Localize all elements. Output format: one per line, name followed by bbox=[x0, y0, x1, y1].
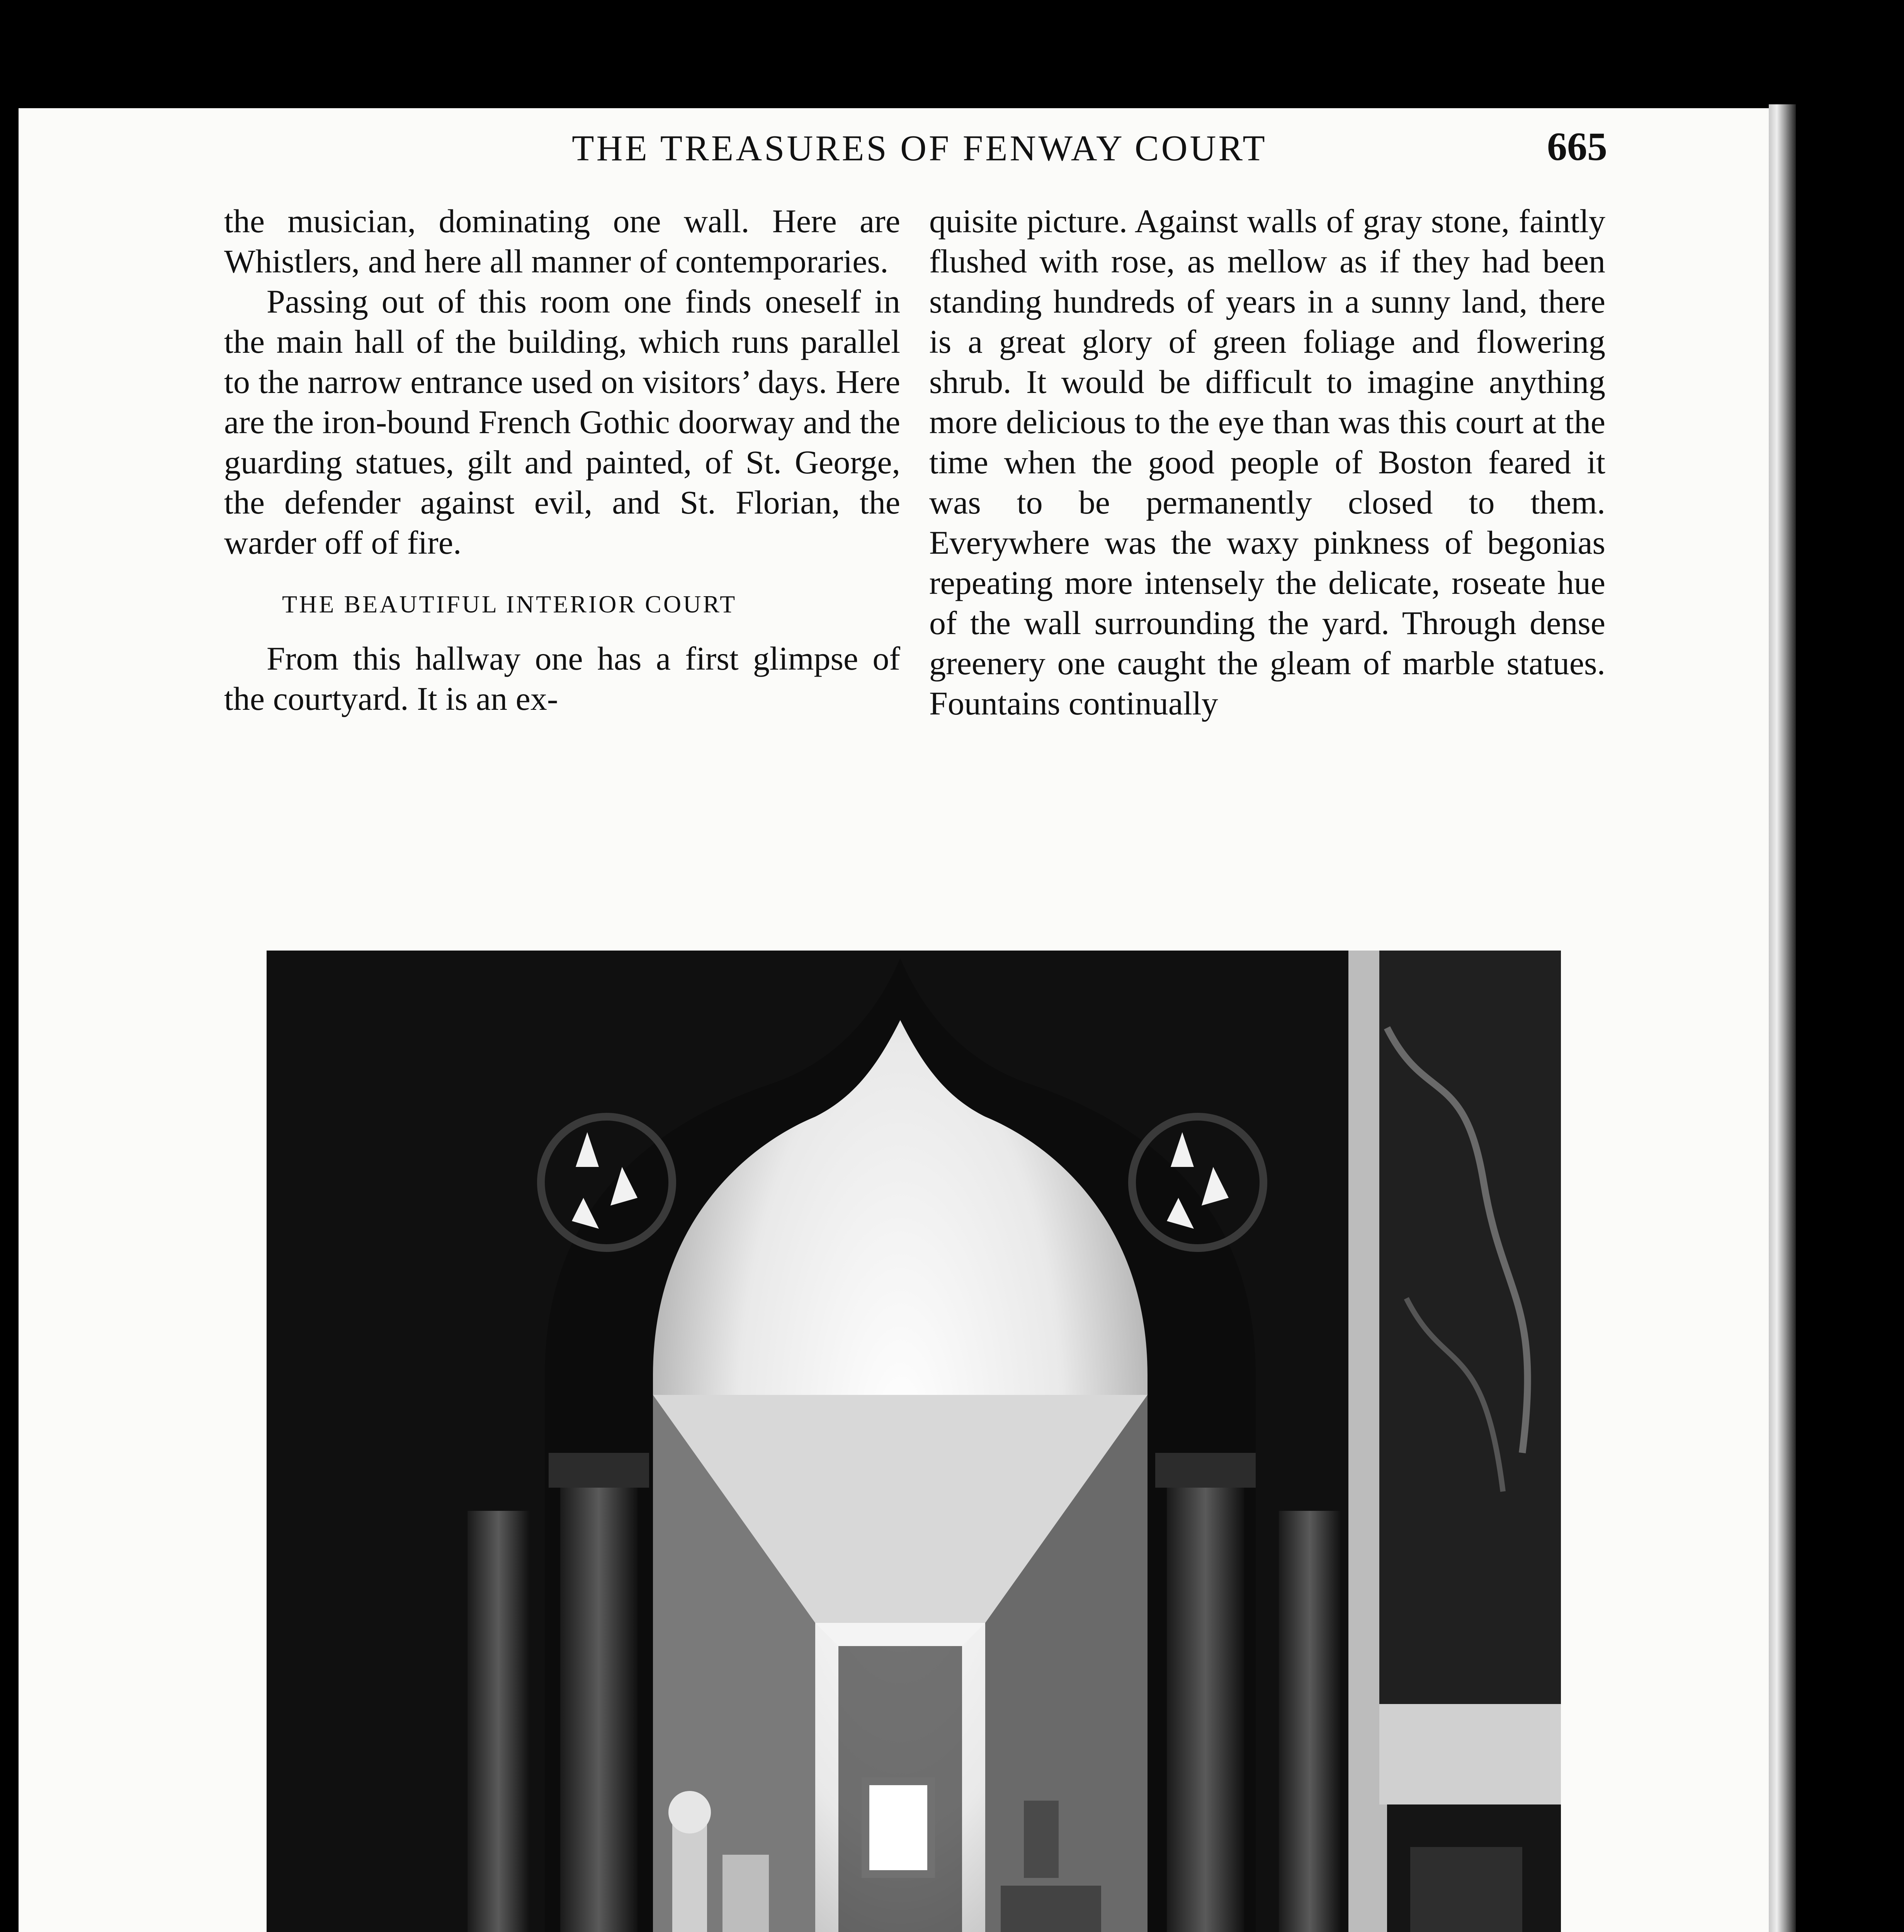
left-paragraph-3: From this hallway one has a first glimpse of the courtyard. It is an ex- bbox=[224, 640, 900, 717]
left-paragraph-2: Passing out of this room one finds oneself in the main hall of the building, which runs parallel to the narrow entrance used on visitors’ days. Here are the iron-bound French Gothic doorway and the guarding statues, gilt and painted, of St. George, the defender against evil, and St. Florian, the warder off of fire. bbox=[224, 283, 900, 561]
left-column bbox=[224, 201, 900, 719]
page-stack-edge bbox=[1769, 104, 1796, 1932]
right-paragraph-1: quisite picture. Against walls of gray stone, faintly flushed with rose, as mellow as if they had been standing hundreds of years in a sunny land, there is a great glory of green foliage and flowering shrub. It would be difficult to imagine anything more delicious to the eye than was this court at the time when the good people of Boston feared it was to be permanently closed to them. Everywhere was the waxy pinkness of begonias repeating more intensely the delicate, roseate hue of the wall surrounding the yard. Through dense greenery one caught the gleam of marble statues. Fountains continually bbox=[929, 202, 1605, 722]
section-subheading: THE BEAUTIFUL INTERIOR COURT bbox=[282, 590, 737, 618]
running-title: THE TREASURES OF FENWAY COURT bbox=[572, 128, 1267, 168]
gallery-photograph bbox=[267, 951, 1561, 1932]
page-number: 665 bbox=[1547, 124, 1607, 169]
gallery-photograph-illustration bbox=[267, 951, 1561, 1932]
right-column bbox=[929, 201, 1605, 723]
left-paragraph-1: the musician, dominating one wall. Here are Whistlers, and here all manner of contemporaries. bbox=[224, 202, 900, 280]
